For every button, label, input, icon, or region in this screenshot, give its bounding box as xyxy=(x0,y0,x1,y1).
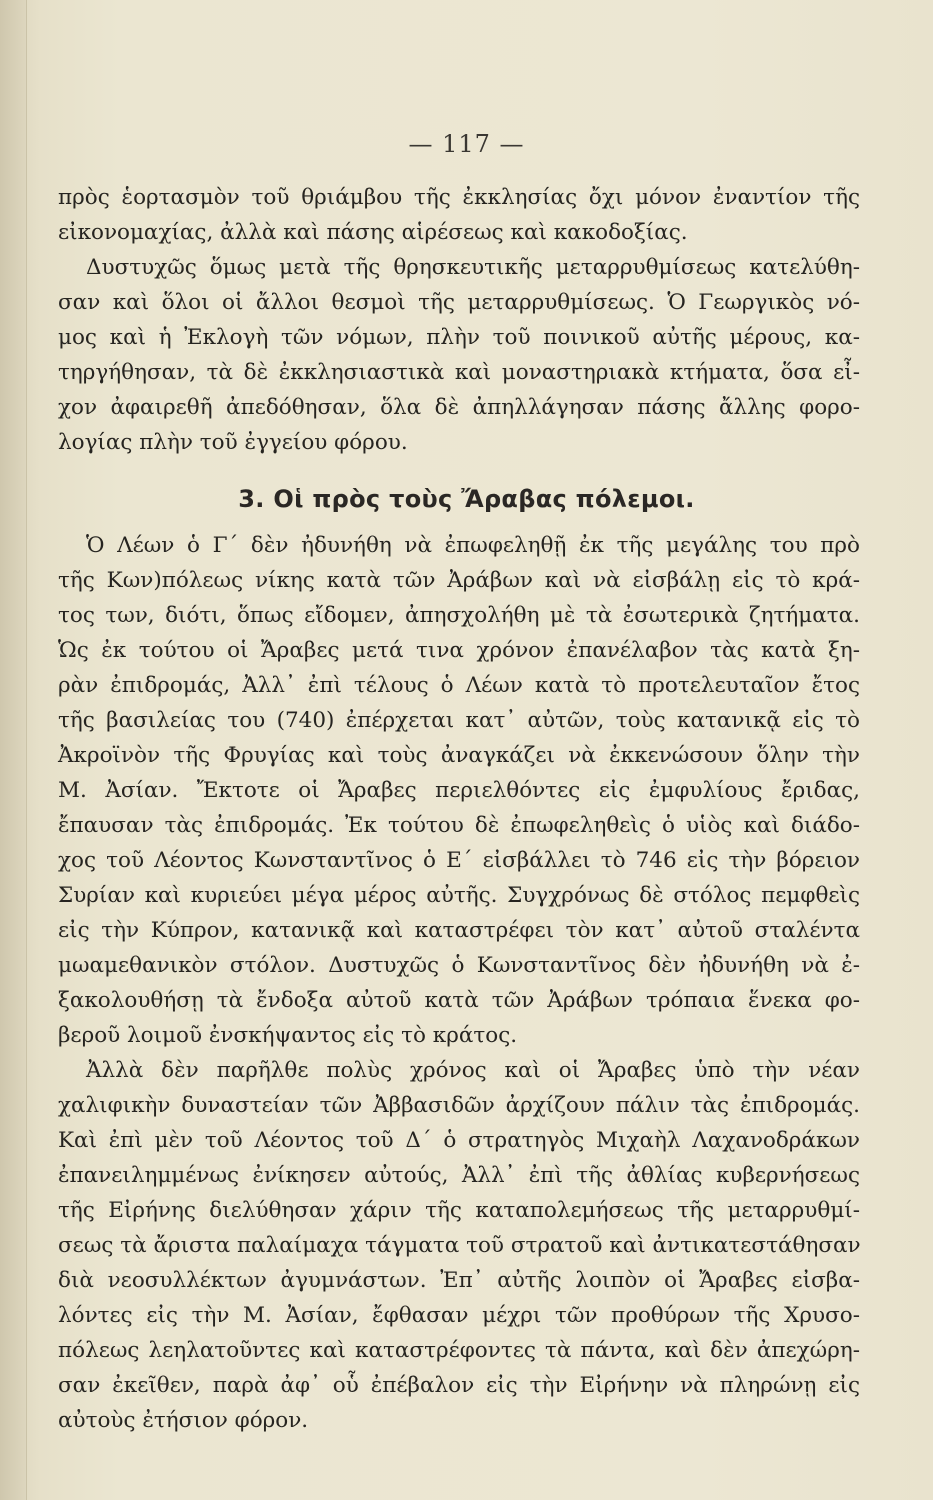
text-line: Ὁ Λέων ὁ Γ΄ δὲν ἠδυνήθη νὰ ἐπωφεληθῇ ἐκ τῆς μεγάλης του πρὸ xyxy=(86,533,860,558)
text-line: τηργήθησαν, τὰ δὲ ἐκκλησιαστικὰ καὶ μοναστηριακὰ κτήματα, ὅσα εἶ- xyxy=(58,360,860,385)
text-line: πρὸς ἑορτασμὸν τοῦ θριάμβου τῆς ἐκκλησίας ὄχι μόνον ἐναντίον τῆς xyxy=(58,185,860,210)
binding-edge xyxy=(0,0,27,1500)
text-line: Ὡς ἐκ τούτου οἱ Ἄραβες μετά τινα χρόνον ἐπανέλαβον τὰς κατὰ ξη- xyxy=(58,638,860,663)
text-line: Μ. Ἀσίαν. Ἔκτοτε οἱ Ἄραβες περιελθόντες εἰς ἐμφυλίους ἔριδας, xyxy=(58,778,860,803)
text-line: εἰκονομαχίας, ἀλλὰ καὶ πάσης αἱρέσεως καὶ κακοδοξίας. xyxy=(58,220,688,245)
paragraph xyxy=(58,250,860,460)
text-line: Ἀκροϊνὸν τῆς Φρυγίας καὶ τοὺς ἀναγκάζει νὰ ἐκκενώσουν ὅλην τὴν xyxy=(58,743,860,768)
text-line: ἔπαυσαν τὰς ἐπιδρομάς. Ἐκ τούτου δὲ ἐπωφεληθεὶς ὁ υἱὸς καὶ διάδο- xyxy=(58,813,860,838)
paragraph xyxy=(58,180,860,250)
text-line: τῆς Εἰρήνης διελύθησαν χάριν τῆς καταπολεμήσεως τῆς μεταρρυθμί- xyxy=(58,1198,860,1223)
text-line: σεως τὰ ἄριστα παλαίμαχα τάγματα τοῦ στρατοῦ καὶ ἀντικατεστάθησαν xyxy=(58,1233,861,1258)
section-heading: 3. Οἱ πρὸς τοὺς Ἄραβας πόλεμοι. xyxy=(238,485,695,513)
text-line: σαν ἐκεῖθεν, παρὰ ἀφ᾿ οὗ ἐπέβαλον εἰς τὴν Εἰρήνην νὰ πληρώνῃ εἰς xyxy=(58,1373,860,1398)
text-line: εἰς τὴν Κύπρον, κατανικᾷ καὶ καταστρέφει τὸν κατ᾿ αὐτοῦ σταλέντα xyxy=(58,918,860,943)
text-line: τῆς Κων)πόλεως νίκης κατὰ τῶν Ἀράβων καὶ νὰ εἰσβάλῃ εἰς τὸ κρά- xyxy=(58,568,860,593)
text-line: πόλεως λεηλατοῦντες καὶ καταστρέφοντες τὰ πάντα, καὶ δὲν ἀπεχώρη- xyxy=(58,1338,860,1363)
text-line: Συρίαν καὶ κυριεύει μέγα μέρος αὐτῆς. Συγχρόνως δὲ στόλος πεμφθεὶς xyxy=(58,883,860,908)
text-before-heading xyxy=(58,180,860,460)
text-line: τος των, διότι, ὅπως εἴδομεν, ἀπησχολήθη μὲ τὰ ἐσωτερικὰ ζητήματα. xyxy=(58,603,860,628)
paragraph xyxy=(58,1053,860,1438)
paragraph xyxy=(58,528,860,1053)
text-line: αὐτοὺς ἐτήσιον φόρον. xyxy=(58,1408,309,1433)
text-line: ἐπανειλημμένως ἐνίκησεν αὐτούς, Ἀλλ᾿ ἐπὶ τῆς ἀθλίας κυβερνήσεως xyxy=(58,1163,860,1188)
text-after-heading xyxy=(58,528,860,1438)
page-number: — 117 — xyxy=(408,130,525,158)
text-line: σαν καὶ ὅλοι οἱ ἄλλοι θεσμοὶ τῆς μεταρρυθμίσεως. Ὁ Γεωργικὸς νό- xyxy=(58,290,860,315)
text-line: ξακολουθήσῃ τὰ ἔνδοξα αὐτοῦ κατὰ τῶν Ἀράβων τρόπαια ἕνεκα φο- xyxy=(58,988,860,1013)
text-line: λογίας πλὴν τοῦ ἐγγείου φόρου. xyxy=(58,430,408,455)
text-line: ρὰν ἐπιδρομάς, Ἀλλ᾿ ἐπὶ τέλους ὁ Λέων κατὰ τὸ προτελευταῖον ἔτος xyxy=(58,673,860,698)
text-line: τῆς βασιλείας του (740) ἐπέρχεται κατ᾿ αὐτῶν, τοὺς κατανικᾷ εἰς τὸ xyxy=(58,708,860,733)
text-line: βεροῦ λοιμοῦ ἐνσκήψαντος εἰς τὸ κράτος. xyxy=(58,1023,518,1048)
text-line: Ἀλλὰ δὲν παρῆλθε πολὺς χρόνος καὶ οἱ Ἄραβες ὑπὸ τὴν νέαν xyxy=(86,1058,860,1083)
text-line: χαλιφικὴν δυναστείαν τῶν Ἀββασιδῶν ἀρχίζουν πάλιν τὰς ἐπιδρομάς. xyxy=(58,1093,860,1118)
text-line: χον ἀφαιρεθῆ ἀπεδόθησαν, ὅλα δὲ ἀπηλλάγησαν πάσης ἄλλης φορο- xyxy=(58,395,860,420)
text-line: μος καὶ ἡ Ἐκλογὴ τῶν νόμων, πλὴν τοῦ ποινικοῦ αὐτῆς μέρους, κα- xyxy=(58,325,860,350)
text-line: μωαμεθανικὸν στόλον. Δυστυχῶς ὁ Κωνσταντῖνος δὲν ἠδυνήθη νὰ ἐ- xyxy=(58,953,860,978)
text-line: λόντες εἰς τὴν Μ. Ἀσίαν, ἔφθασαν μέχρι τῶν προθύρων τῆς Χρυσο- xyxy=(58,1303,860,1328)
text-line: Καὶ ἐπὶ μὲν τοῦ Λέοντος τοῦ Δ΄ ὁ στρατηγὸς Μιχαὴλ Λαχανοδράκων xyxy=(58,1128,860,1153)
text-line: χος τοῦ Λέοντος Κωνσταντῖνος ὁ Ε΄ εἰσβάλλει τὸ 746 εἰς τὴν βόρειον xyxy=(58,848,860,873)
text-line: διὰ νεοσυλλέκτων ἀγυμνάστων. Ἐπ᾿ αὐτῆς λοιπὸν οἱ Ἄραβες εἰσβα- xyxy=(58,1268,860,1293)
text-line: Δυστυχῶς ὅμως μετὰ τῆς θρησκευτικῆς μεταρρυθμίσεως κατελύθη- xyxy=(86,255,860,280)
